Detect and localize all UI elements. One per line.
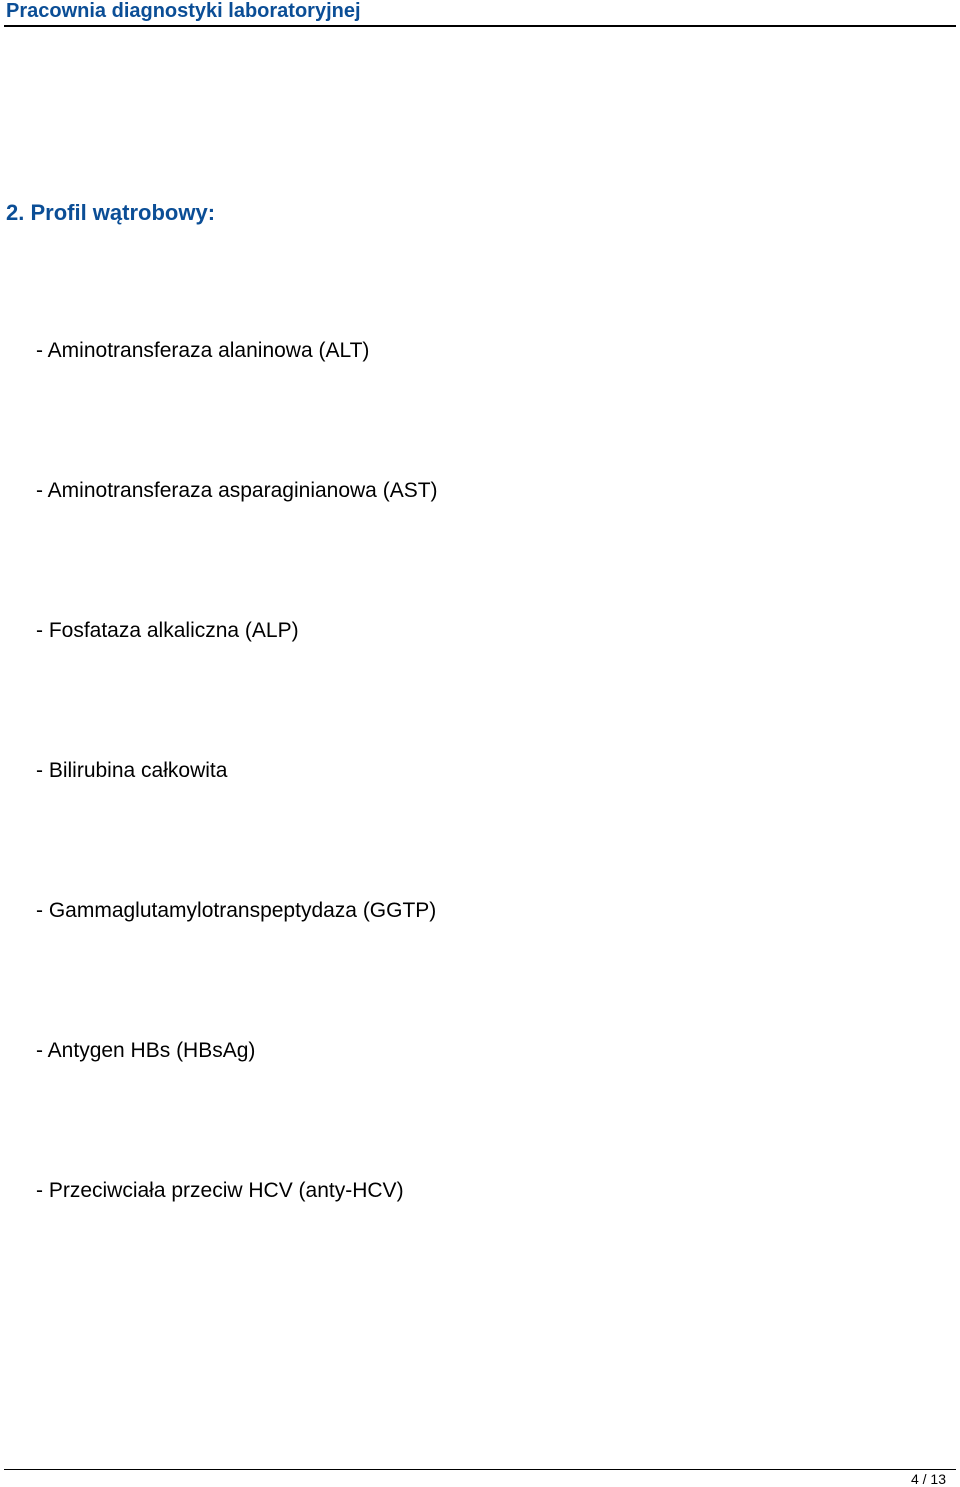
list-item: - Gammaglutamylotranspeptydaza (GGTP) bbox=[36, 899, 437, 922]
footer-divider bbox=[4, 1469, 956, 1470]
list-item: - Przeciwciała przeciw HCV (anty-HCV) bbox=[36, 1179, 404, 1202]
page-number: 4 / 13 bbox=[910, 1471, 946, 1487]
list-item: - Bilirubina całkowita bbox=[36, 759, 228, 782]
document-header-title: Pracownia diagnostyki laboratoryjnej bbox=[6, 0, 361, 22]
list-item: - Aminotransferaza alaninowa (ALT) bbox=[36, 339, 370, 362]
section-heading: 2. Profil wątrobowy: bbox=[6, 200, 216, 225]
list-item: - Aminotransferaza asparaginianowa (AST) bbox=[36, 479, 438, 502]
list-item: - Fosfataza alkaliczna (ALP) bbox=[36, 619, 299, 642]
list-item: - Antygen HBs (HBsAg) bbox=[36, 1039, 256, 1062]
